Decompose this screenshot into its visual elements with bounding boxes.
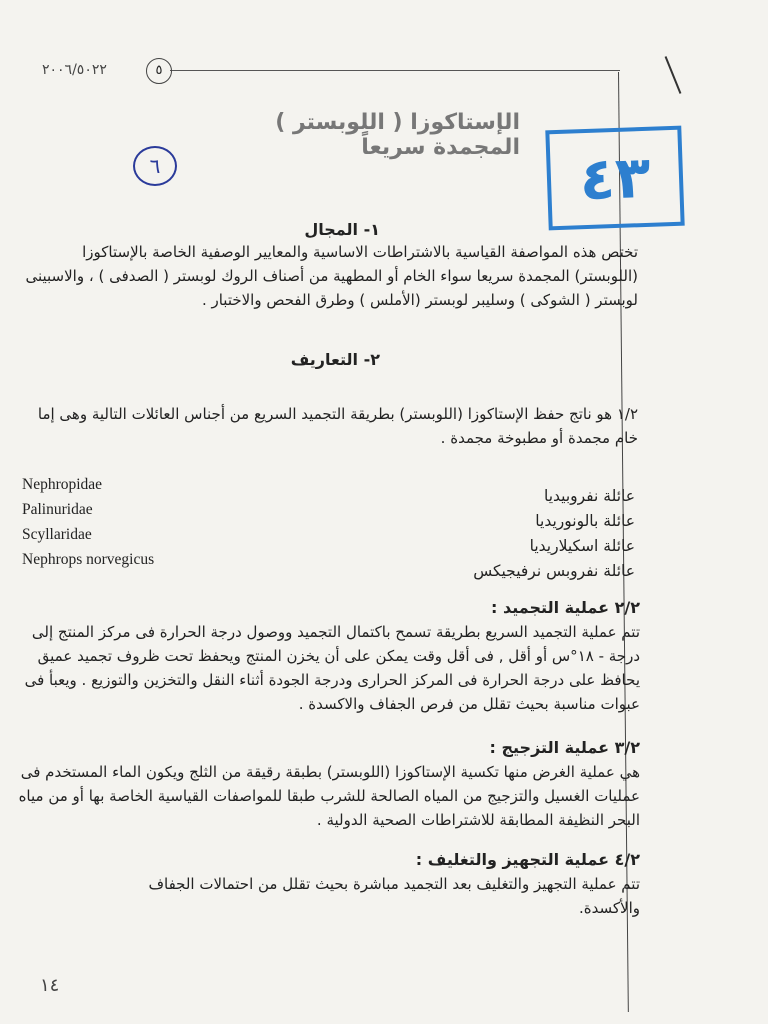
page-number: ١٤ <box>40 975 60 996</box>
list-item: عائلة بالونوريديا <box>535 512 635 530</box>
circled-number: ٦ <box>133 146 177 186</box>
packaging-text: تتم عملية التجهيز والتغليف بعد التجميد مباشرة بحيث تقلل من احتمالات الجفاف والأكسدة. <box>148 875 640 917</box>
definitions-heading: ٢- التعاريف <box>290 350 380 369</box>
families-latin-list <box>22 472 154 572</box>
list-item: Palinuridae <box>22 501 93 518</box>
list-item: Nephropidae <box>22 476 103 493</box>
emblem-icon: ٥ <box>146 58 172 84</box>
document-title: الإستاكوزا ( اللوبستر ) المجمدة سريعاً <box>275 110 520 160</box>
freezing-text: تتم عملية التجميد السريع بطريقة تسمح باكتمال التجميد ووصول درجة الحرارة فى مركز المنتج إلى درجة - ١٨°س أو أقل , فى أقل وقت يمكن على أن يخزن المنتج ويحفظ تحت ظروف تجميد عميق يحافظ على درجة الحرارة فى المركز الحرارى ودرجة الجودة أثناء النقل والتخزين والتوزيع . ويعبأ فى عبوات مناسبة بحيث تقلل من فرص الجفاف والاكسدة . <box>24 623 640 713</box>
glazing-text: هي عملية الغرض منها تكسية الإستاكوزا (اللوبستر) بطبقة رقيقة من الثلج ويكون الماء المستخدم فى عمليات الغسيل والتزجيج من المياه الصالحة للشرب طبقا للمواصفات القياسية الخاصة بها أو من مياه البحر النظيفة المطابقة للاشتراطات الصحية الدولية . <box>18 763 640 829</box>
scope-text: تختص هذه المواصفة القياسية بالاشتراطات الاساسية والمعايير الوصفية الخاصة بالإستاكوزا (اللوبستر) المجمدة سريعا سواء الخام أو المطهية من أصناف الروك لوبستر ( الصدفى ) ، والاسبينى لوبستر ( الشوكى ) وسليبر لوبستر (الأملس ) وطرق الفحص والاختبار . <box>25 243 638 309</box>
document-number: ٢٠٠٦/٥٠٢٢ <box>42 62 107 78</box>
list-item: عائلة اسكيلاريديا <box>529 537 635 555</box>
list-item: Scyllaridae <box>22 526 92 543</box>
packaging-heading: ٤/٢ عملية التجهيز والتغليف : <box>415 850 640 869</box>
definition-1: ١/٢ هو ناتج حفظ الإستاكوزا (اللوبستر) بطريقة التجميد السريع من أجناس العائلات التالية وهى إما خام مجمدة أو مطبوخة مجمدة . <box>37 405 638 447</box>
pen-mark <box>665 56 682 94</box>
freezing-heading: ٢/٢ عملية التجميد : <box>491 598 640 617</box>
scope-heading: ١- المجال <box>304 220 380 239</box>
header-rule <box>170 70 620 71</box>
list-item: عائلة نفروبيديا <box>543 487 635 505</box>
list-item: عائلة نفروبس نرفيجيكس <box>473 562 635 580</box>
families-arabic-list <box>440 484 635 584</box>
glazing-heading: ٣/٢ عملية التزجيج : <box>489 738 640 757</box>
boxed-number-stamp: ٤٣ <box>545 126 684 231</box>
list-item: Nephrops norvegicus <box>22 551 155 568</box>
